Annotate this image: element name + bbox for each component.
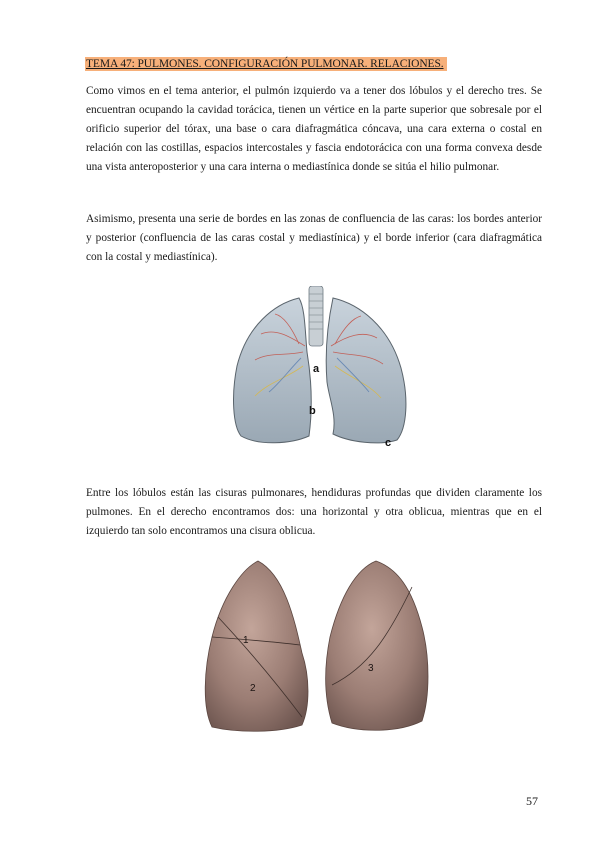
right-lung-shape: [234, 298, 312, 443]
label-2: 2: [250, 683, 256, 694]
paragraph-borders: Asimismo, presenta una serie de bordes en las zonas de confluencia de las caras: los bordes anterior y posterior (confluencia de las caras costal y mediastínica) y el borde inferior (cara diafragmática con la costal y mediastínica).: [86, 213, 542, 263]
label-c: c: [385, 437, 392, 449]
label-a: a: [313, 363, 320, 375]
lungs-anterior-illustration: [229, 286, 421, 456]
paragraph-fissures: Entre los lóbulos están las cisuras pulmonares, hendiduras profundas que dividen claramente los pulmones. En el derecho encontramos dos: una horizontal y otra oblicua, mientras que en el izquierdo tan solo encontramos una cisura oblicua.: [86, 487, 542, 537]
label-3: 3: [368, 663, 374, 674]
left-lung-lateral: [326, 561, 428, 730]
label-b: b: [309, 405, 316, 417]
lungs-lateral-illustration: [198, 557, 436, 735]
page-number: 57: [526, 794, 538, 808]
right-lung-lateral: [205, 561, 308, 731]
paragraph-intro: Como vimos en el tema anterior, el pulmón izquierdo va a tener dos lóbulos y el derecho tres. Se encuentran ocupando la cavidad torácica, tienen un vértice en la parte superior que sobresale por el orificio superior del tórax, una base o cara diafragmática cóncava, una cara externa o costal en relación con las costillas, espacios intercostales y fascia endotorácica con una forma convexa desde una vista anteroposterior y una cara interna o mediastínica donde se sitúa el hilio pulmonar.: [86, 85, 542, 173]
left-lung-shape: [326, 298, 406, 443]
label-1: 1: [243, 635, 249, 646]
trachea: [309, 286, 323, 346]
page-title: TEMA 47: PULMONES. CONFIGURACIÓN PULMONAR. RELACIONES.: [85, 57, 447, 71]
